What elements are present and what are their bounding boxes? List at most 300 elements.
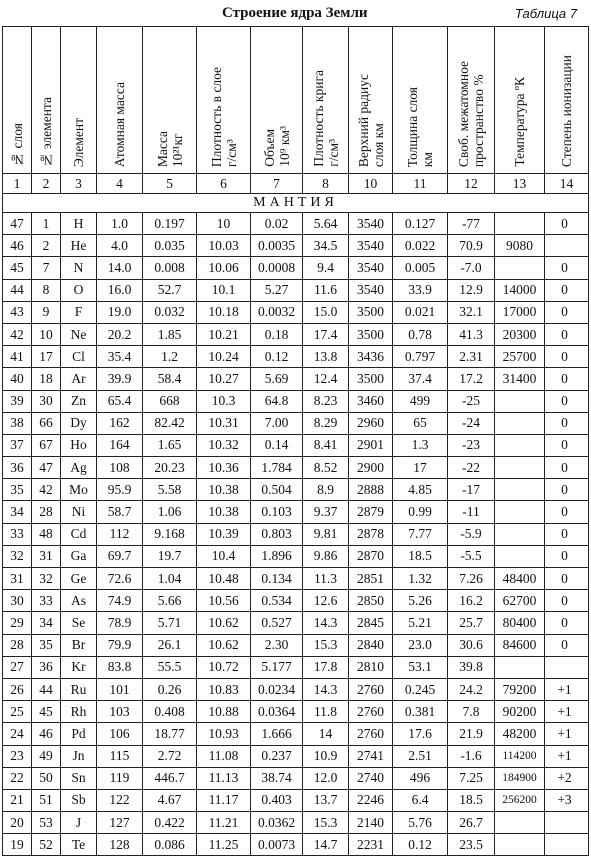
table-title: Строение ядра Земли xyxy=(222,5,368,21)
column-header xyxy=(495,27,545,174)
table-cell: 2740 xyxy=(349,767,393,789)
table-cell: 34.5 xyxy=(303,235,349,257)
table-cell: -7.0 xyxy=(448,257,495,279)
column-header xyxy=(3,27,32,174)
table-row xyxy=(3,390,589,412)
table-cell: 0.0032 xyxy=(251,301,303,323)
table-row xyxy=(3,789,589,811)
table-cell: 65 xyxy=(393,412,448,434)
table-cell: 49 xyxy=(32,745,61,767)
table-cell: 10.56 xyxy=(197,590,251,612)
table-cell: 2231 xyxy=(349,834,393,856)
table-cell: 0.005 xyxy=(393,257,448,279)
table-cell: 0 xyxy=(545,412,589,434)
table-row xyxy=(3,457,589,479)
table-cell: 10.72 xyxy=(197,656,251,678)
table-cell: 0.18 xyxy=(251,323,303,345)
table-cell: 0.021 xyxy=(393,301,448,323)
table-cell: 55.5 xyxy=(143,656,197,678)
table-cell: 9.37 xyxy=(303,501,349,523)
table-cell: 35 xyxy=(32,634,61,656)
table-cell: 45 xyxy=(3,257,32,279)
section-label: МАНТИЯ xyxy=(3,194,589,213)
table-number-label: Таблица 7 xyxy=(514,6,577,21)
table-cell: 1.32 xyxy=(393,568,448,590)
column-header-label: Атомная масса xyxy=(112,81,127,167)
table-cell: 58.4 xyxy=(143,368,197,390)
table-cell: 0.422 xyxy=(143,812,197,834)
column-header xyxy=(448,27,495,174)
table-row xyxy=(3,279,589,301)
table-cell: 3500 xyxy=(349,323,393,345)
table-cell: 3500 xyxy=(349,368,393,390)
table-cell: 11.8 xyxy=(303,701,349,723)
table-cell: 47 xyxy=(3,213,32,235)
table-cell: +1 xyxy=(545,701,589,723)
table-cell: 17000 xyxy=(495,301,545,323)
table-cell: 2901 xyxy=(349,434,393,456)
table-cell: 0 xyxy=(545,301,589,323)
table-cell: 24.2 xyxy=(448,678,495,700)
table-cell: 95.9 xyxy=(97,479,143,501)
column-number: 13 xyxy=(495,174,545,194)
table-cell: 0.035 xyxy=(143,235,197,257)
column-header-label: № элемента xyxy=(38,96,54,167)
table-cell: 10.39 xyxy=(197,523,251,545)
table-cell: 119 xyxy=(97,767,143,789)
table-cell: 108 xyxy=(97,457,143,479)
table-cell: 2845 xyxy=(349,612,393,634)
table-cell: 19.7 xyxy=(143,545,197,567)
table-cell: 2850 xyxy=(349,590,393,612)
table-cell: 0.78 xyxy=(393,323,448,345)
table-cell: 10.32 xyxy=(197,434,251,456)
column-header-label: Плотность крига г/см³ xyxy=(310,70,341,167)
table-cell: Sn xyxy=(61,767,97,789)
table-cell xyxy=(495,656,545,678)
table-cell: -25 xyxy=(448,390,495,412)
table-cell: 44 xyxy=(32,678,61,700)
table-cell: 64.8 xyxy=(251,390,303,412)
table-row xyxy=(3,323,589,345)
table-cell: 32.1 xyxy=(448,301,495,323)
table-row xyxy=(3,235,589,257)
table-cell: 8.52 xyxy=(303,457,349,479)
table-cell: 19.0 xyxy=(97,301,143,323)
table-cell: 2888 xyxy=(349,479,393,501)
column-header-label: Масса 10²¹кг xyxy=(154,130,185,167)
table-cell: 0 xyxy=(545,612,589,634)
table-cell: 2246 xyxy=(349,789,393,811)
table-cell: 10.18 xyxy=(197,301,251,323)
table-cell: 29 xyxy=(3,612,32,634)
table-row xyxy=(3,834,589,856)
table-cell: 2741 xyxy=(349,745,393,767)
table-cell: Ga xyxy=(61,545,97,567)
table-cell: 0.12 xyxy=(251,346,303,368)
table-cell: 26 xyxy=(3,678,32,700)
table-row xyxy=(3,412,589,434)
table-cell: 40 xyxy=(3,368,32,390)
table-row xyxy=(3,568,589,590)
table-cell: 5.58 xyxy=(143,479,197,501)
table-row xyxy=(3,523,589,545)
table-cell: 164 xyxy=(97,434,143,456)
table-cell: 3540 xyxy=(349,257,393,279)
table-cell: 18.77 xyxy=(143,723,197,745)
table-cell: +2 xyxy=(545,767,589,789)
table-row xyxy=(3,590,589,612)
table-cell: 114200 xyxy=(495,745,545,767)
table-cell: +1 xyxy=(545,723,589,745)
table-cell: 0 xyxy=(545,346,589,368)
table-cell: 10 xyxy=(32,323,61,345)
table-cell: 8.9 xyxy=(303,479,349,501)
table-cell: 17.2 xyxy=(448,368,495,390)
table-cell: 23 xyxy=(3,745,32,767)
table-cell: 4.85 xyxy=(393,479,448,501)
column-header xyxy=(393,27,448,174)
table-cell: 0 xyxy=(545,479,589,501)
column-number-row xyxy=(3,174,589,194)
table-cell: Jn xyxy=(61,745,97,767)
table-cell: 10.62 xyxy=(197,612,251,634)
table-cell: 2.31 xyxy=(448,346,495,368)
table-cell: 7.00 xyxy=(251,412,303,434)
table-cell: 7.8 xyxy=(448,701,495,723)
table-cell: 33 xyxy=(3,523,32,545)
table-cell: 0.237 xyxy=(251,745,303,767)
table-cell: 15.3 xyxy=(303,634,349,656)
table-cell: 0.197 xyxy=(143,213,197,235)
table-cell: 14.3 xyxy=(303,678,349,700)
table-cell: 2810 xyxy=(349,656,393,678)
table-cell: 0.381 xyxy=(393,701,448,723)
table-cell: 0.086 xyxy=(143,834,197,856)
table-cell: H xyxy=(61,213,97,235)
table-cell: 36 xyxy=(32,656,61,678)
table-cell xyxy=(495,412,545,434)
table-cell: 446.7 xyxy=(143,767,197,789)
table-cell: 10.9 xyxy=(303,745,349,767)
table-cell: 0.127 xyxy=(393,213,448,235)
table-cell: 2840 xyxy=(349,634,393,656)
table-cell: 9.81 xyxy=(303,523,349,545)
table-cell: 0 xyxy=(545,457,589,479)
table-cell: 0.008 xyxy=(143,257,197,279)
table-cell: 52 xyxy=(32,834,61,856)
table-cell: Pd xyxy=(61,723,97,745)
table-cell: 2870 xyxy=(349,545,393,567)
table-cell: 33 xyxy=(32,590,61,612)
table-cell: 18 xyxy=(32,368,61,390)
table-cell: 0 xyxy=(545,257,589,279)
table-cell: 38 xyxy=(3,412,32,434)
column-number: 11 xyxy=(393,174,448,194)
table-cell: 13.8 xyxy=(303,346,349,368)
table-cell: Rh xyxy=(61,701,97,723)
table-cell: 2760 xyxy=(349,678,393,700)
table-cell: 0 xyxy=(545,568,589,590)
table-cell: 36 xyxy=(3,457,32,479)
table-cell: 162 xyxy=(97,412,143,434)
table-cell: Ar xyxy=(61,368,97,390)
table-cell: 30.6 xyxy=(448,634,495,656)
table-cell: 39.8 xyxy=(448,656,495,678)
table-cell: 9080 xyxy=(495,235,545,257)
table-cell: 53.1 xyxy=(393,656,448,678)
table-cell: 0.504 xyxy=(251,479,303,501)
table-cell: 5.27 xyxy=(251,279,303,301)
table-cell: 11.13 xyxy=(197,767,251,789)
table-cell: 12.0 xyxy=(303,767,349,789)
table-cell: 72.6 xyxy=(97,568,143,590)
table-cell: 0.022 xyxy=(393,235,448,257)
table-cell: 69.7 xyxy=(97,545,143,567)
table-cell: 0 xyxy=(545,390,589,412)
column-header xyxy=(32,27,61,174)
table-cell: 84600 xyxy=(495,634,545,656)
table-cell: 10.21 xyxy=(197,323,251,345)
table-cell: 2960 xyxy=(349,412,393,434)
table-cell: 122 xyxy=(97,789,143,811)
table-cell: 5.21 xyxy=(393,612,448,634)
table-cell: F xyxy=(61,301,97,323)
table-cell: 103 xyxy=(97,701,143,723)
table-header xyxy=(0,0,591,26)
table-cell: 19 xyxy=(3,834,32,856)
table-cell xyxy=(495,501,545,523)
table-cell: 5.64 xyxy=(303,213,349,235)
table-cell: 32 xyxy=(32,568,61,590)
table-cell: 1.06 xyxy=(143,501,197,523)
table-cell: -22 xyxy=(448,457,495,479)
table-cell: 41.3 xyxy=(448,323,495,345)
table-cell: +1 xyxy=(545,745,589,767)
table-cell: Cd xyxy=(61,523,97,545)
column-header xyxy=(61,27,97,174)
table-cell: 1.2 xyxy=(143,346,197,368)
table-cell xyxy=(495,257,545,279)
table-cell: 10.48 xyxy=(197,568,251,590)
table-cell: 90200 xyxy=(495,701,545,723)
table-cell: 31 xyxy=(3,568,32,590)
table-row xyxy=(3,346,589,368)
column-header xyxy=(97,27,143,174)
table-cell: 0.14 xyxy=(251,434,303,456)
table-cell: 10.1 xyxy=(197,279,251,301)
table-cell: 3540 xyxy=(349,213,393,235)
table-cell: 42 xyxy=(32,479,61,501)
section-row xyxy=(3,194,589,213)
table-cell: 0 xyxy=(545,368,589,390)
table-cell: 31400 xyxy=(495,368,545,390)
table-cell: 31 xyxy=(32,545,61,567)
table-cell: 2.72 xyxy=(143,745,197,767)
table-cell: -1.6 xyxy=(448,745,495,767)
table-cell xyxy=(495,213,545,235)
column-number: 10 xyxy=(349,174,393,194)
table-cell: 668 xyxy=(143,390,197,412)
table-cell: 2879 xyxy=(349,501,393,523)
table-cell: 0.408 xyxy=(143,701,197,723)
table-cell: J xyxy=(61,812,97,834)
table-cell: 11.25 xyxy=(197,834,251,856)
table-cell: 52.7 xyxy=(143,279,197,301)
table-cell: Te xyxy=(61,834,97,856)
table-cell: 37.4 xyxy=(393,368,448,390)
table-cell: 79200 xyxy=(495,678,545,700)
table-row xyxy=(3,767,589,789)
table-cell xyxy=(545,235,589,257)
table-cell: Ge xyxy=(61,568,97,590)
table-cell xyxy=(545,656,589,678)
table-cell: 13.7 xyxy=(303,789,349,811)
table-cell: 28 xyxy=(3,634,32,656)
table-cell: 12.6 xyxy=(303,590,349,612)
table-cell: 10.06 xyxy=(197,257,251,279)
column-header-row xyxy=(3,27,589,174)
table-cell: 23.0 xyxy=(393,634,448,656)
table-cell: 256200 xyxy=(495,789,545,811)
table-cell: -77 xyxy=(448,213,495,235)
table-row xyxy=(3,257,589,279)
table-cell: 5.69 xyxy=(251,368,303,390)
table-cell: 112 xyxy=(97,523,143,545)
table-cell: 0.0234 xyxy=(251,678,303,700)
table-cell: 0 xyxy=(545,501,589,523)
table-cell: 10.93 xyxy=(197,723,251,745)
table-cell: 20.23 xyxy=(143,457,197,479)
table-cell: 70.9 xyxy=(448,235,495,257)
table-cell: 30 xyxy=(3,590,32,612)
table-cell: 26.1 xyxy=(143,634,197,656)
table-cell: Kr xyxy=(61,656,97,678)
table-cell: 80400 xyxy=(495,612,545,634)
table-cell: 1.666 xyxy=(251,723,303,745)
table-cell: 21 xyxy=(3,789,32,811)
table-cell: 23.5 xyxy=(448,834,495,856)
table-cell: 10.31 xyxy=(197,412,251,434)
table-cell xyxy=(495,390,545,412)
table-cell: 0.245 xyxy=(393,678,448,700)
table-cell: 21.9 xyxy=(448,723,495,745)
table-cell: 5.76 xyxy=(393,812,448,834)
table-cell: 6.4 xyxy=(393,789,448,811)
table-cell: 39 xyxy=(3,390,32,412)
table-cell: -23 xyxy=(448,434,495,456)
column-number: 8 xyxy=(303,174,349,194)
table-cell: 2851 xyxy=(349,568,393,590)
table-cell: Sb xyxy=(61,789,97,811)
table-cell: 10.88 xyxy=(197,701,251,723)
table-cell: -24 xyxy=(448,412,495,434)
table-cell: 0.032 xyxy=(143,301,197,323)
table-cell: 0.403 xyxy=(251,789,303,811)
table-cell: 42 xyxy=(3,323,32,345)
table-cell: 14 xyxy=(303,723,349,745)
table-cell: 8.29 xyxy=(303,412,349,434)
table-cell: Cl xyxy=(61,346,97,368)
table-cell: Dy xyxy=(61,412,97,434)
column-header xyxy=(349,27,393,174)
table-cell: 8.23 xyxy=(303,390,349,412)
table-cell: 41 xyxy=(3,346,32,368)
column-number: 12 xyxy=(448,174,495,194)
table-cell xyxy=(495,523,545,545)
table-cell: 44 xyxy=(3,279,32,301)
table-cell: 58.7 xyxy=(97,501,143,523)
column-header-label: Своб. межатомное пространство % xyxy=(456,60,486,167)
table-cell: 496 xyxy=(393,767,448,789)
table-cell: 39.9 xyxy=(97,368,143,390)
table-cell: 28 xyxy=(32,501,61,523)
table-cell: 1.3 xyxy=(393,434,448,456)
table-row xyxy=(3,678,589,700)
column-number: 6 xyxy=(197,174,251,194)
column-header xyxy=(545,27,589,174)
table-cell: 15.0 xyxy=(303,301,349,323)
column-header xyxy=(303,27,349,174)
table-row xyxy=(3,701,589,723)
table-cell: 9 xyxy=(32,301,61,323)
table-cell: 50 xyxy=(32,767,61,789)
table-cell: +1 xyxy=(545,678,589,700)
table-cell: 5.71 xyxy=(143,612,197,634)
table-cell: 4.67 xyxy=(143,789,197,811)
table-cell: 1.04 xyxy=(143,568,197,590)
table-cell: 9.4 xyxy=(303,257,349,279)
table-cell: 3460 xyxy=(349,390,393,412)
column-number: 4 xyxy=(97,174,143,194)
table-cell xyxy=(545,812,589,834)
table-cell: 11.3 xyxy=(303,568,349,590)
table-cell: 101 xyxy=(97,678,143,700)
table-row xyxy=(3,723,589,745)
table-cell: 0.534 xyxy=(251,590,303,612)
table-cell: Ru xyxy=(61,678,97,700)
table-cell: 12.4 xyxy=(303,368,349,390)
table-cell: 11.21 xyxy=(197,812,251,834)
table-cell: 3436 xyxy=(349,346,393,368)
table-cell: O xyxy=(61,279,97,301)
table-cell: 22 xyxy=(3,767,32,789)
table-cell: 8.41 xyxy=(303,434,349,456)
table-cell: 15.3 xyxy=(303,812,349,834)
table-cell: 14.0 xyxy=(97,257,143,279)
table-cell: 0.0362 xyxy=(251,812,303,834)
table-cell: 1.85 xyxy=(143,323,197,345)
column-header-label: Степень ионизации xyxy=(559,54,574,167)
table-cell: 0 xyxy=(545,279,589,301)
table-row xyxy=(3,479,589,501)
table-cell: Ne xyxy=(61,323,97,345)
table-cell xyxy=(545,834,589,856)
table-cell: 17.8 xyxy=(303,656,349,678)
table-cell: 9.86 xyxy=(303,545,349,567)
table-cell: -11 xyxy=(448,501,495,523)
table-cell: 1.896 xyxy=(251,545,303,567)
table-cell: 10.4 xyxy=(197,545,251,567)
table-cell: 20 xyxy=(3,812,32,834)
table-cell: 7.26 xyxy=(448,568,495,590)
table-cell: 37 xyxy=(3,434,32,456)
table-row xyxy=(3,301,589,323)
table-cell: 10.03 xyxy=(197,235,251,257)
table-cell: -5.5 xyxy=(448,545,495,567)
table-cell: 78.9 xyxy=(97,612,143,634)
table-cell: Ni xyxy=(61,501,97,523)
